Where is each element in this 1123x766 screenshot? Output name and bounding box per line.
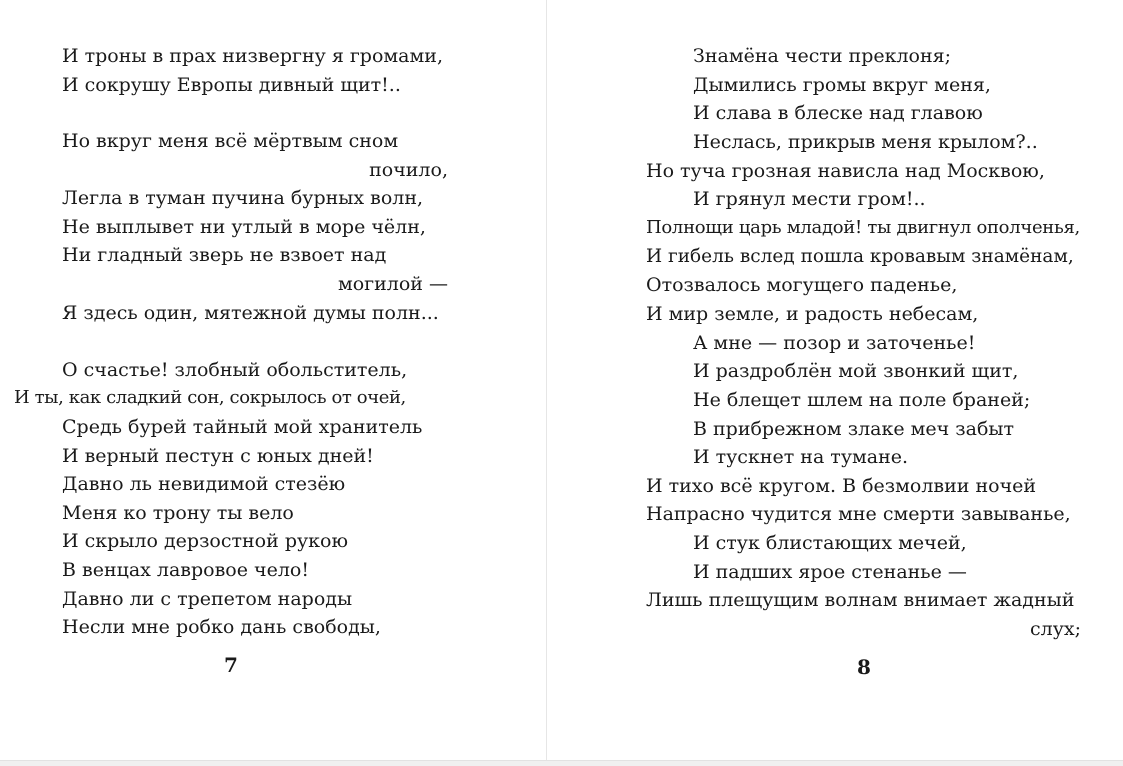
poem-line: Отозвалось могущего паденье, <box>646 274 958 296</box>
poem-line: И ты, как сладкий сон, сокрылось от очей, <box>14 387 406 408</box>
poem-line: И сокрушу Европы дивный щит!.. <box>62 74 401 96</box>
poem-line: О счастье! злобный обольститель, <box>62 359 408 381</box>
poem-line: Средь бурей тайный мой хранитель <box>62 416 423 438</box>
poem-line: Я здесь один, мятежной думы полн... <box>62 302 439 324</box>
poem-line: Но туча грозная нависла над Москвою, <box>646 160 1045 182</box>
poem-line-continuation: почило, <box>369 159 448 181</box>
poem-line: Меня ко трону ты вело <box>62 502 294 524</box>
poem-line: И тихо всё кругом. В безмолвии ночей <box>646 475 1037 497</box>
poem-line: Но вкруг меня всё мёртвым сном <box>62 130 399 152</box>
poem-line-continuation: могилой — <box>337 273 448 295</box>
poem-line: И падших ярое стенанье — <box>693 561 967 583</box>
poem-line: Не блещет шлем на поле браней; <box>693 389 1031 411</box>
poem-line: Несли мне робко дань свободы, <box>62 616 381 638</box>
page-number: 7 <box>224 653 238 677</box>
poem-line: И слава в блеске над главою <box>693 102 983 124</box>
poem-line: Давно ль невидимой стезёю <box>62 473 346 495</box>
poem-line: Дымились громы вкруг меня, <box>693 74 991 96</box>
poem-line: Знамёна чести преклоня; <box>693 45 952 67</box>
poem-line: И стук блистающих мечей, <box>693 532 967 554</box>
page-bottom-edge <box>0 760 1123 766</box>
poem-line: Неслась, прикрыв меня крылом?.. <box>693 131 1038 153</box>
poem-line: И мир земле, и радость небесам, <box>646 303 979 325</box>
poem-line-continuation: слух; <box>1029 618 1081 640</box>
poem-line: И скрыло дерзостной рукою <box>62 530 349 552</box>
left-page <box>0 0 546 760</box>
poem-line: И гибель вслед пошла кровавым знамёнам, <box>646 246 1074 267</box>
poem-line: А мне — позор и заточенье! <box>693 332 976 354</box>
poem-line: Полнощи царь младой! ты двигнул ополченья, <box>646 217 1080 238</box>
right-page <box>547 0 1123 760</box>
poem-line: И верный пестун с юных дней! <box>62 445 374 467</box>
poem-line: В венцах лавровое чело! <box>62 559 309 581</box>
page-number: 8 <box>857 655 871 679</box>
poem-line: Легла в туман пучина бурных волн, <box>62 187 424 209</box>
poem-line: Не выплывет ни утлый в море чёлн, <box>62 216 426 238</box>
poem-line: В прибрежном злаке меч забыт <box>693 418 1015 440</box>
poem-line: Лишь плещущим волнам внимает жадный <box>646 589 1075 611</box>
poem-line: И троны в прах низвергну я громами, <box>62 45 443 67</box>
poem-line: И тускнет на тумане. <box>693 446 909 468</box>
poem-line: И раздроблён мой звонкий щит, <box>693 360 1019 382</box>
poem-line: Давно ли с трепетом народы <box>62 588 353 610</box>
poem-line: И грянул мести гром!.. <box>693 188 926 210</box>
poem-line: Напрасно чудится мне смерти завыванье, <box>646 503 1071 525</box>
poem-line: Ни гладный зверь не взвоет над <box>62 244 387 266</box>
